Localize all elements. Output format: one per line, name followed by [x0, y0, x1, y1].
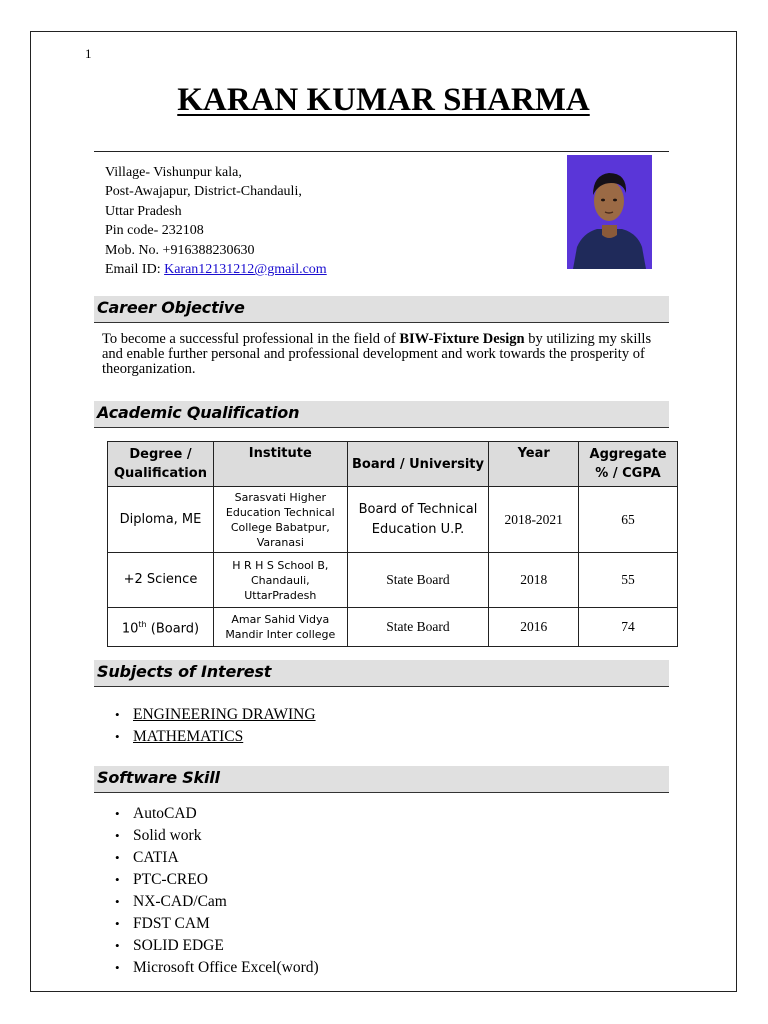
- contact-block: [105, 163, 327, 279]
- address-line: Uttar Pradesh: [105, 203, 182, 219]
- list-item: • ENGINEERING DRAWING: [115, 704, 316, 726]
- list-item: • CATIA: [115, 847, 319, 869]
- list-item: • AutoCAD: [115, 803, 319, 825]
- list-item: • NX-CAD/Cam: [115, 891, 319, 913]
- table-cell: State Board: [347, 608, 489, 647]
- section-title: Academic Qualification: [97, 403, 300, 422]
- table-cell: 74: [579, 608, 678, 647]
- address-line: Village- Vishunpur kala,: [105, 165, 242, 180]
- list-item: • SOLID EDGE: [115, 935, 319, 957]
- table-cell: 65: [579, 487, 678, 553]
- table-cell: Board of Technical Education U.P.: [347, 487, 489, 553]
- candidate-name: KARAN KUMAR SHARMA: [177, 82, 590, 118]
- software-list: [115, 803, 319, 979]
- section-title: Software Skill: [97, 768, 220, 787]
- table-header-cell: Year: [489, 442, 579, 487]
- section-title: Career Objective: [97, 298, 245, 317]
- table-row: [108, 553, 678, 608]
- table-cell: Amar Sahid Vidya Mandir Inter college: [213, 608, 347, 647]
- table-row: [108, 608, 678, 647]
- section-career-objective: [94, 296, 669, 323]
- list-item: • FDST CAM: [115, 913, 319, 935]
- table-row: [108, 487, 678, 553]
- table-cell: State Board: [347, 553, 489, 608]
- table-cell: +2 Science: [108, 553, 214, 608]
- person-portrait-icon: [567, 155, 652, 269]
- table-cell: 10th (Board): [108, 608, 214, 647]
- table-header-row: [108, 442, 678, 487]
- table-header-cell: Aggregate % / CGPA: [579, 442, 678, 487]
- academic-table: [107, 441, 678, 647]
- table-cell: H R H S School B, Chandauli, UttarPradesh: [213, 553, 347, 608]
- resume-page: [30, 31, 737, 992]
- list-item: • PTC-CREO: [115, 869, 319, 891]
- section-academic-qualification: [94, 401, 669, 428]
- objective-highlight: BIW-Fixture Design: [399, 331, 525, 347]
- page-number: 1: [85, 46, 92, 61]
- career-objective-text: To become a successful professional in the field of BIW-Fixture Design by utilizing my skills and enable further personal and professional development and work towards the prosperity of theorganization.: [102, 331, 652, 377]
- list-item: • Microsoft Office Excel(word): [115, 957, 319, 979]
- table-header-cell: Board / University: [347, 442, 489, 487]
- section-subjects-of-interest: [94, 660, 669, 687]
- pin-code: Pin code- 232108: [105, 223, 204, 239]
- table-cell: 55: [579, 553, 678, 608]
- list-item: • Solid work: [115, 825, 319, 847]
- email-label: Email ID:: [105, 262, 165, 278]
- header-divider: [94, 151, 669, 152]
- table-cell: Sarasvati Higher Education Technical College Babatpur, Varanasi: [213, 487, 347, 553]
- table-cell: 2018-2021: [489, 487, 579, 553]
- interests-list: [115, 704, 316, 748]
- table-cell: 2016: [489, 608, 579, 647]
- list-item: • MATHEMATICS: [115, 726, 316, 748]
- table-cell: 2018: [489, 553, 579, 608]
- profile-photo: [567, 155, 652, 269]
- section-software-skill: [94, 766, 669, 793]
- mobile-number: Mob. No. +916388230630: [105, 242, 255, 258]
- email-line: [105, 260, 327, 279]
- table-cell: Diploma, ME: [108, 487, 214, 553]
- email-link[interactable]: Karan12131212@gmail.com: [164, 262, 327, 278]
- section-title: Subjects of Interest: [97, 662, 272, 681]
- table-header-cell: Institute: [213, 442, 347, 487]
- address-line: Post-Awajapur, District-Chandauli,: [105, 184, 302, 200]
- table-header-cell: Degree / Qualification: [108, 442, 214, 487]
